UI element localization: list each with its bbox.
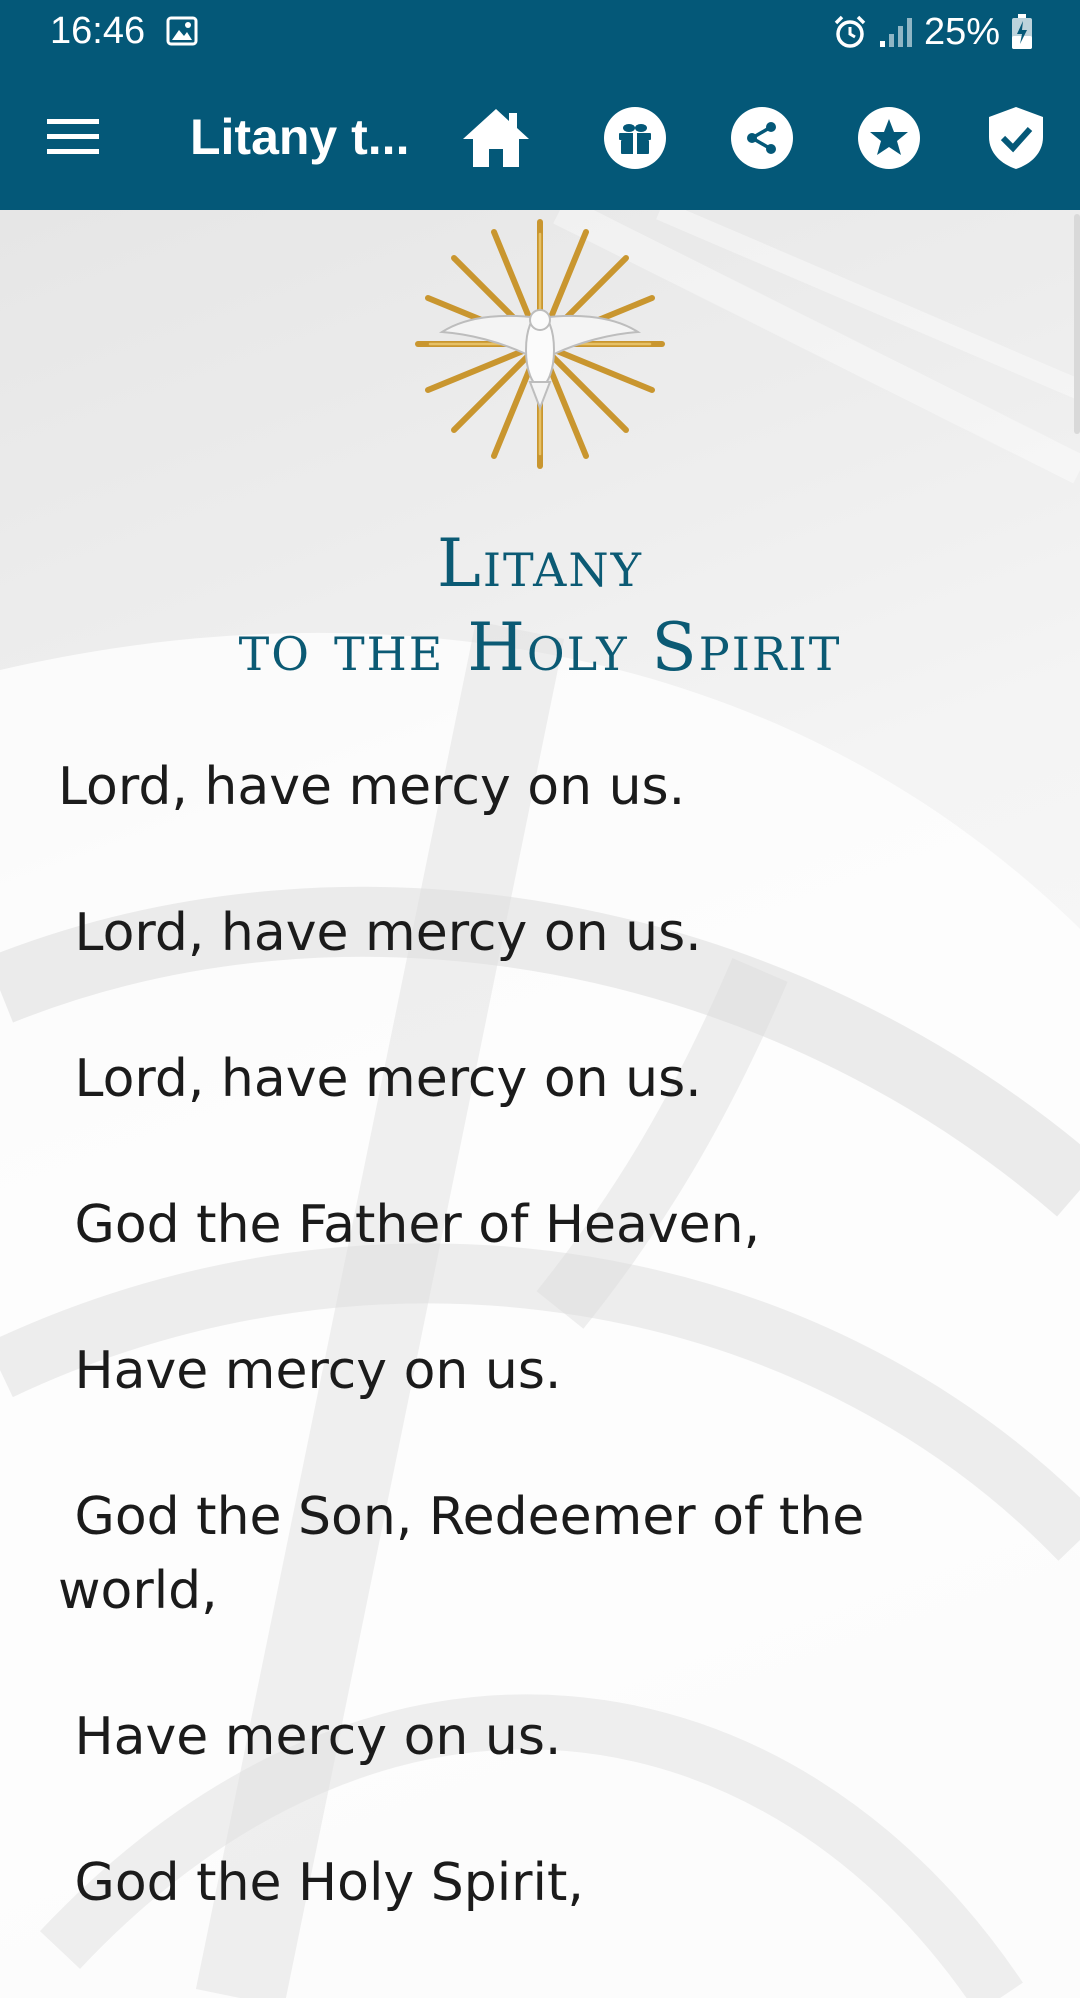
star-icon [857, 106, 921, 170]
share-button[interactable] [726, 102, 798, 174]
litany-line: God the Son, Redeemer of the world, [58, 1487, 881, 1621]
gift-icon [603, 106, 667, 170]
signal-icon [878, 15, 914, 49]
scrollbar[interactable] [1074, 214, 1080, 434]
litany-line: God the Holy Spirit, [58, 1853, 584, 1913]
home-icon [461, 107, 531, 169]
status-time: 16:46 [50, 10, 146, 52]
home-button[interactable] [460, 102, 532, 174]
litany-line: Lord, have mercy on us. [58, 903, 702, 963]
page-title [0, 522, 1080, 690]
litany-line: Have mercy on us. [58, 1707, 562, 1767]
litany-line: Lord, have mercy on us. [58, 1049, 702, 1109]
alarm-icon [832, 14, 868, 50]
status-bar [0, 0, 1080, 64]
dove-emblem-icon [412, 216, 668, 472]
app-title: Litany t... [190, 109, 410, 165]
gift-button[interactable] [599, 102, 671, 174]
page-title-line-1: Litany [436, 525, 643, 602]
verify-button[interactable] [980, 102, 1052, 174]
gallery-icon [166, 16, 198, 46]
litany-content[interactable] [0, 210, 1080, 1998]
litany-line: Have mercy on us. [58, 1341, 562, 1401]
favorite-button[interactable] [853, 102, 925, 174]
app-bar [0, 64, 1080, 210]
page-title-line-2: to the Holy Spirit [238, 609, 842, 686]
litany-text [58, 750, 1018, 1920]
menu-icon [47, 117, 99, 157]
litany-line: God the Father of Heaven, [58, 1195, 761, 1255]
share-icon [730, 106, 794, 170]
menu-button[interactable] [38, 104, 108, 170]
battery-percent: 25% [923, 10, 1000, 53]
litany-line: Lord, have mercy on us. [58, 757, 686, 817]
battery-charging-icon [1010, 14, 1034, 50]
shield-check-icon [986, 105, 1046, 171]
